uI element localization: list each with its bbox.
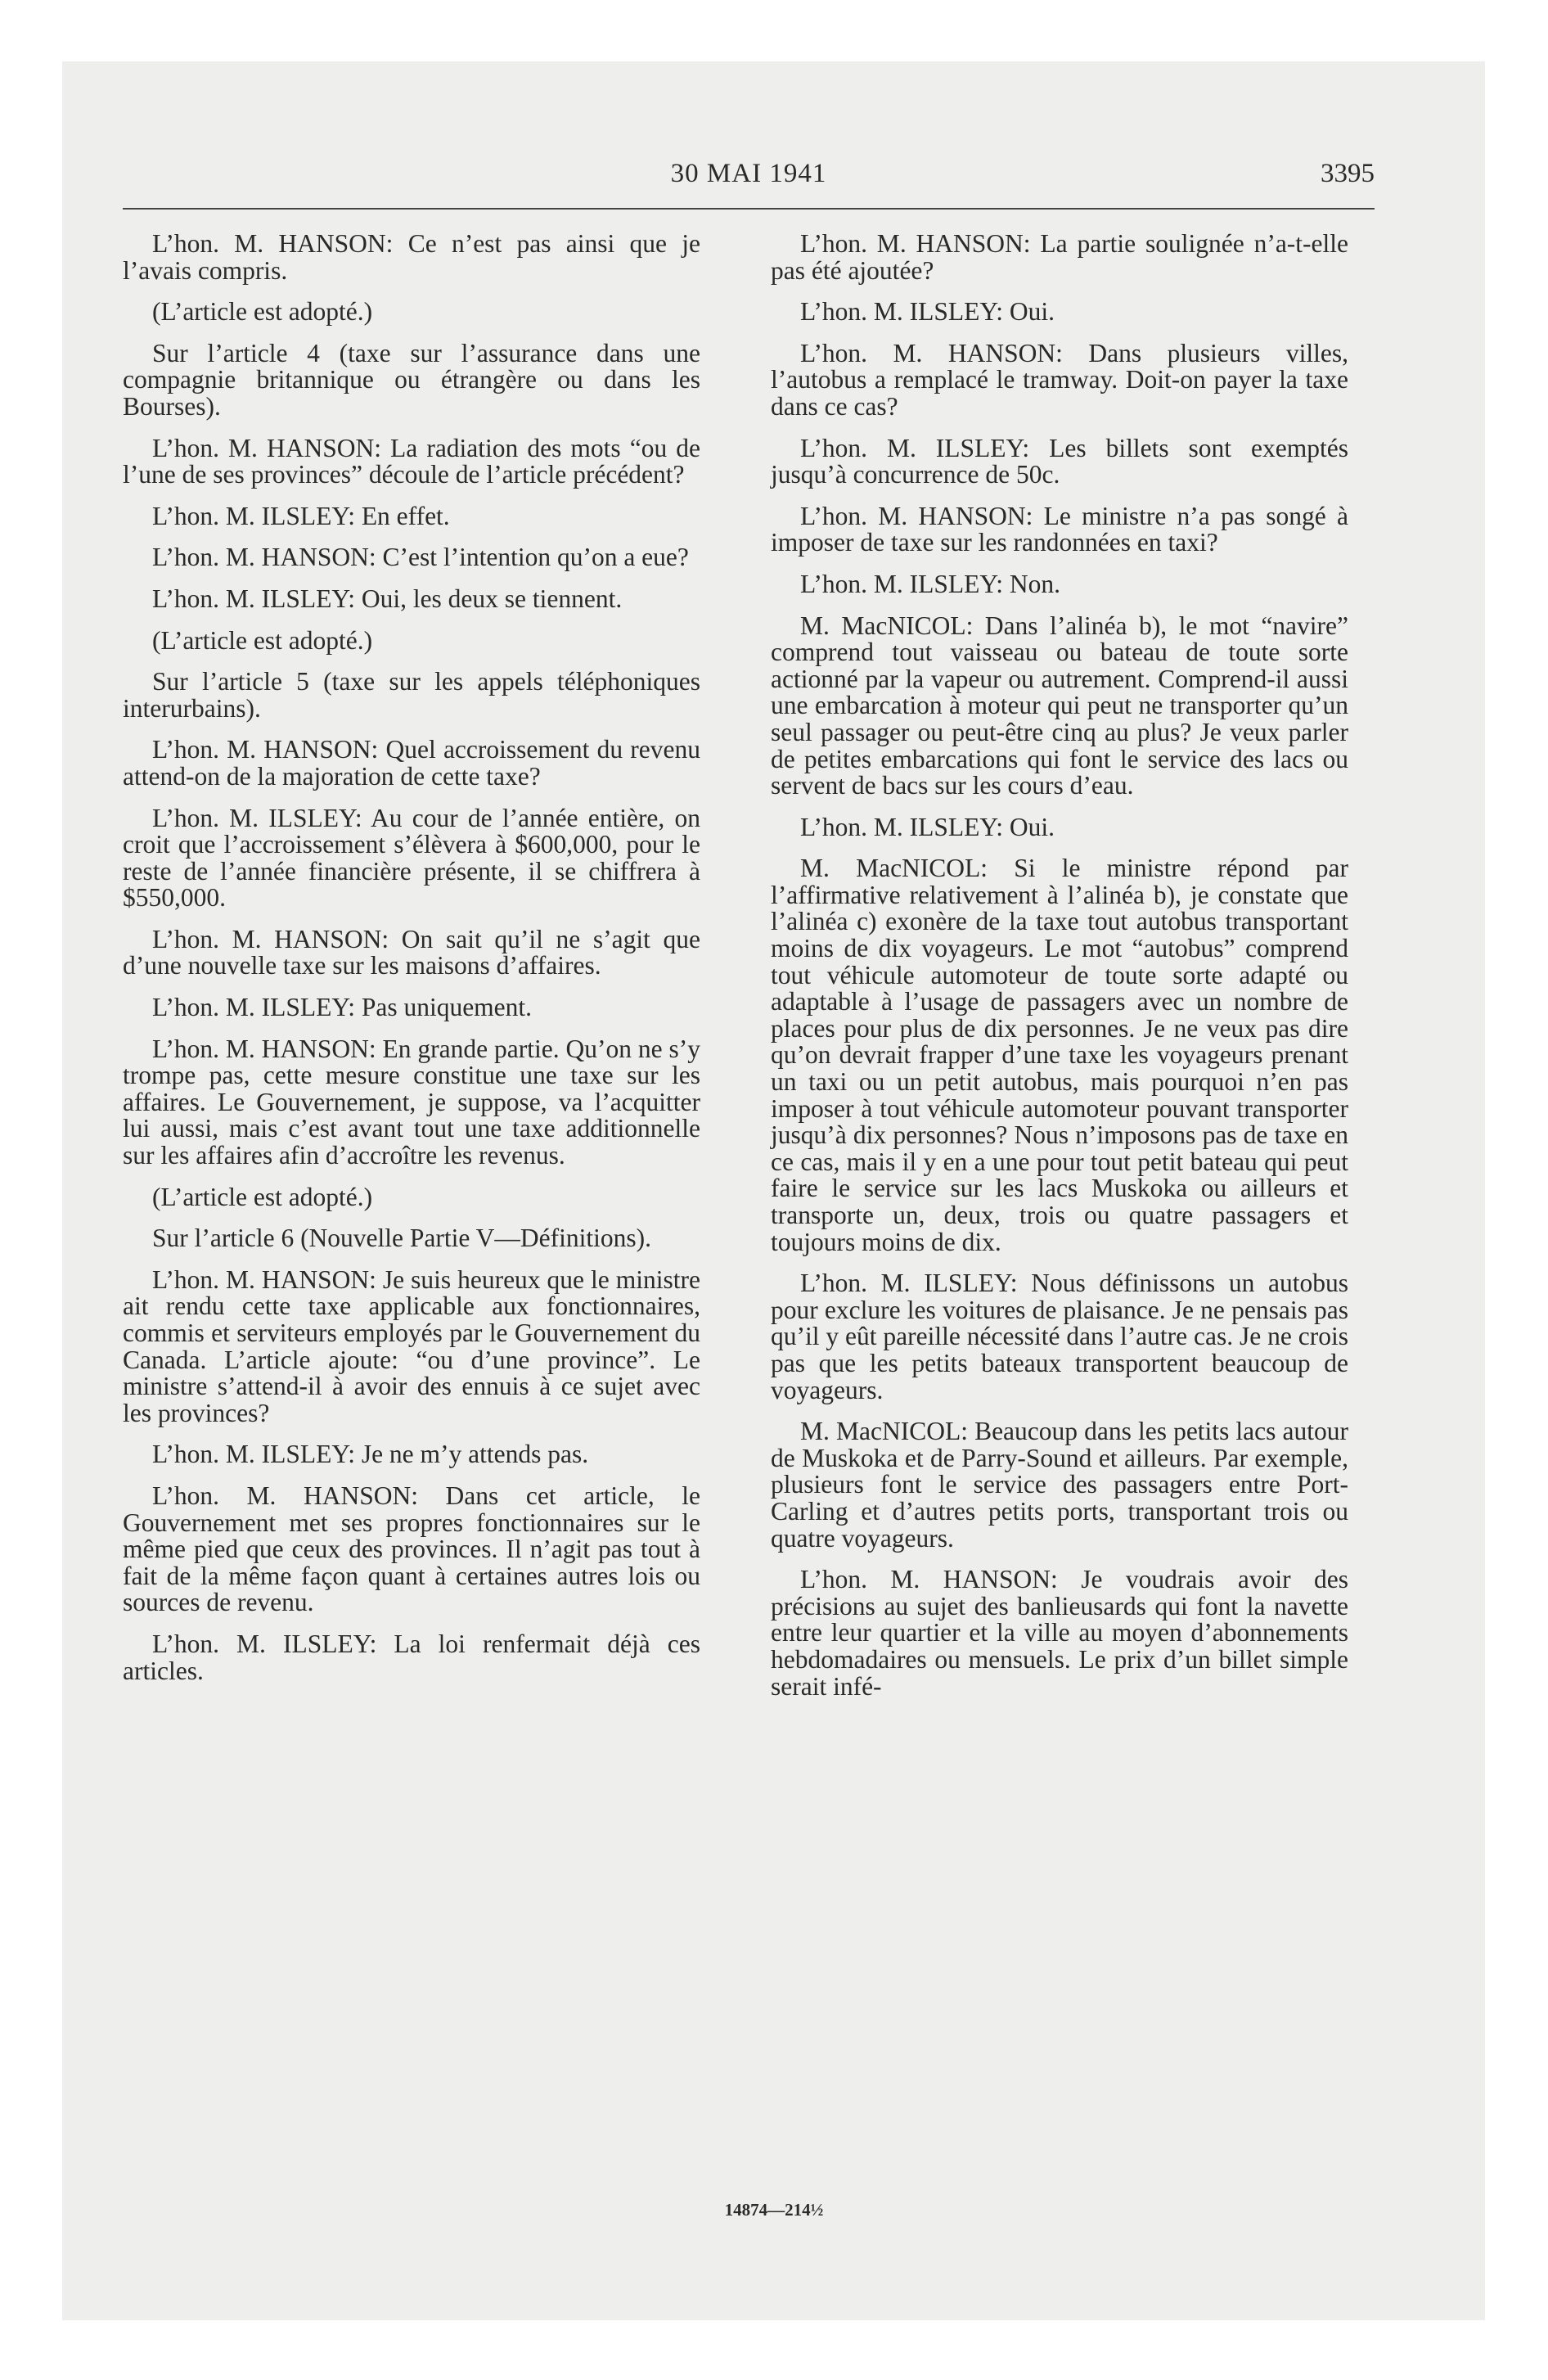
paragraph: L’hon. M. ILSLEY: Oui. bbox=[800, 297, 1055, 327]
paragraph: L’hon. M. ILSLEY: Oui, les deux se tiennent. bbox=[152, 584, 623, 613]
paragraph: (L’article est adopté.) bbox=[152, 297, 373, 327]
paragraph: L’hon. M. HANSON: Dans cet article, le Gouvernement met ses propres fonctionnaires sur le même pied que ceux des provinces. Il n’agit pas tout à fait de la même façon quant à certaines autres lois ou sources de revenu. bbox=[123, 1481, 700, 1617]
paragraph: L’hon. M. ILSLEY: En effet. bbox=[152, 501, 450, 530]
paragraph: L’hon. M. HANSON: C’est l’intention qu’on a eue? bbox=[152, 543, 689, 572]
page-header bbox=[123, 152, 1375, 201]
paragraph: L’hon. M. ILSLEY: Les billets sont exemptés jusqu’à concurrence de 50c. bbox=[771, 433, 1348, 489]
paragraph: L’hon. M. ILSLEY: Nous définissons un autobus pour exclure les voitures de plaisance. Je ne pensais pas qu’il y eût pareille nécessité dans l’autre cas. Je ne crois pas que les petits bateaux transportent beaucoup de voyageurs. bbox=[771, 1269, 1348, 1404]
page-number: 3395 bbox=[1321, 159, 1375, 188]
paragraph: L’hon. M. HANSON: La radiation des mots “ou de l’une de ses provinces” découle de l’article précédent? bbox=[123, 433, 700, 489]
paragraph: (L’article est adopté.) bbox=[152, 625, 373, 655]
running-head-date: 30 MAI 1941 bbox=[670, 159, 827, 188]
paragraph: M. MacNICOL: Beaucoup dans les petits lacs autour de Muskoka et de Parry-Sound et ailleurs. Par exemple, plusieurs font le service des passagers entre Port-Carling et d’autres petits ports, transportant trois ou quatre voyageurs. bbox=[771, 1417, 1348, 1553]
paragraph: L’hon. M. HANSON: La partie soulignée n’a-t-elle pas été ajoutée? bbox=[771, 229, 1348, 285]
paragraph: L’hon. M. HANSON: Dans plusieurs villes, l’autobus a remplacé le tramway. Doit-on payer la taxe dans ce cas? bbox=[771, 338, 1348, 421]
header-rule bbox=[123, 208, 1375, 210]
right-column bbox=[771, 231, 1348, 1715]
paragraph: L’hon. M. HANSON: En grande partie. Qu’on ne s’y trompe pas, cette mesure constitue une taxe sur les affaires. Le Gouvernement, je suppose, va l’acquitter lui aussi, mais c’est avant tout une taxe additionnelle sur les affaires afin d’accroître les revenus. bbox=[123, 1034, 700, 1170]
paragraph: (L’article est adopté.) bbox=[152, 1182, 373, 1211]
paragraph: L’hon. M. HANSON: Ce n’est pas ainsi que je l’avais compris. bbox=[123, 229, 700, 285]
paragraph: L’hon. M. ILSLEY: Je ne m’y attends pas. bbox=[152, 1440, 589, 1469]
paragraph: Sur l’article 5 (taxe sur les appels téléphoniques interurbains). bbox=[123, 667, 700, 723]
paragraph: L’hon. M. ILSLEY: Oui. bbox=[800, 812, 1055, 841]
paragraph: L’hon. M. HANSON: Le ministre n’a pas songé à imposer de taxe sur les randonnées en taxi? bbox=[771, 501, 1348, 557]
paragraph: L’hon. M. HANSON: Je voudrais avoir des précisions au sujet des banlieusards qui font la navette entre leur quartier et la ville au moyen d’abonnements hebdomadaires ou mensuels. Le prix d’un billet simple serait infé- bbox=[771, 1565, 1348, 1701]
paragraph: M. MacNICOL: Si le ministre répond par l’affirmative relativement à l’alinéa b), je constate que l’alinéa c) exonère de la taxe tout autobus transportant moins de dix voyageurs. Le mot “autobus” comprend tout véhicule automoteur de toute sorte adapté ou adaptable à l’usage de passagers avec un nombre de places pour plus de dix personnes. Je ne veux pas dire qu’on devrait frapper d’une taxe les voyageurs prenant un taxi ou un petit autobus, mais pourquoi n’en pas imposer à tout véhicule automoteur pouvant transporter jusqu’à dix personnes? Nous n’imposons pas de taxe en ce cas, mais il y en a une pour tout petit bateau qui peut faire le service sur les lacs Muskoka ou ailleurs et transporte un, deux, trois ou quatre passagers et toujours moins de dix. bbox=[771, 854, 1348, 1256]
paragraph: L’hon. M. HANSON: Je suis heureux que le ministre ait rendu cette taxe applicable aux fonctionnaires, commis et serviteurs employés par le Gouvernement du Canada. L’article ajoute: “ou d’une province”. Le ministre s’attend-il à avoir des ennuis à ce sujet avec les provinces? bbox=[123, 1264, 700, 1427]
paragraph: M. MacNICOL: Dans l’alinéa b), le mot “navire” comprend tout vaisseau ou bateau de toute sorte actionné par la vapeur ou autrement. Comprend-il aussi une embarcation à moteur qui peut ne transporter qu’un seul passager ou peut-être cinq au plus? Je veux parler de petites embarcations qui font le service des lacs ou servent de bacs sur les cours d’eau. bbox=[771, 611, 1348, 800]
paragraph: L’hon. M. HANSON: On sait qu’il ne s’agit que d’une nouvelle taxe sur les maisons d’affaires. bbox=[123, 924, 700, 980]
paragraph: L’hon. M. ILSLEY: La loi renfermait déjà ces articles. bbox=[123, 1629, 700, 1685]
paragraph: L’hon. M. ILSLEY: Pas uniquement. bbox=[152, 993, 533, 1022]
paragraph: Sur l’article 4 (taxe sur l’assurance dans une compagnie britannique ou étrangère ou dans les Bourses). bbox=[123, 338, 700, 421]
paragraph: Sur l’article 6 (Nouvelle Partie V—Définitions). bbox=[152, 1224, 652, 1253]
paragraph: L’hon. M. ILSLEY: Au cour de l’année entière, on croit que l’accroissement s’élèvera à $600,000, pour le reste de l’année financière présente, il se chiffrera à $550,000. bbox=[123, 803, 700, 913]
left-column bbox=[123, 231, 700, 1699]
paragraph: L’hon. M. ILSLEY: Non. bbox=[800, 569, 1060, 598]
paragraph: L’hon. M. HANSON: Quel accroissement du revenu attend-on de la majoration de cette taxe? bbox=[123, 735, 700, 791]
print-code: 14874—214½ bbox=[724, 2200, 824, 2220]
